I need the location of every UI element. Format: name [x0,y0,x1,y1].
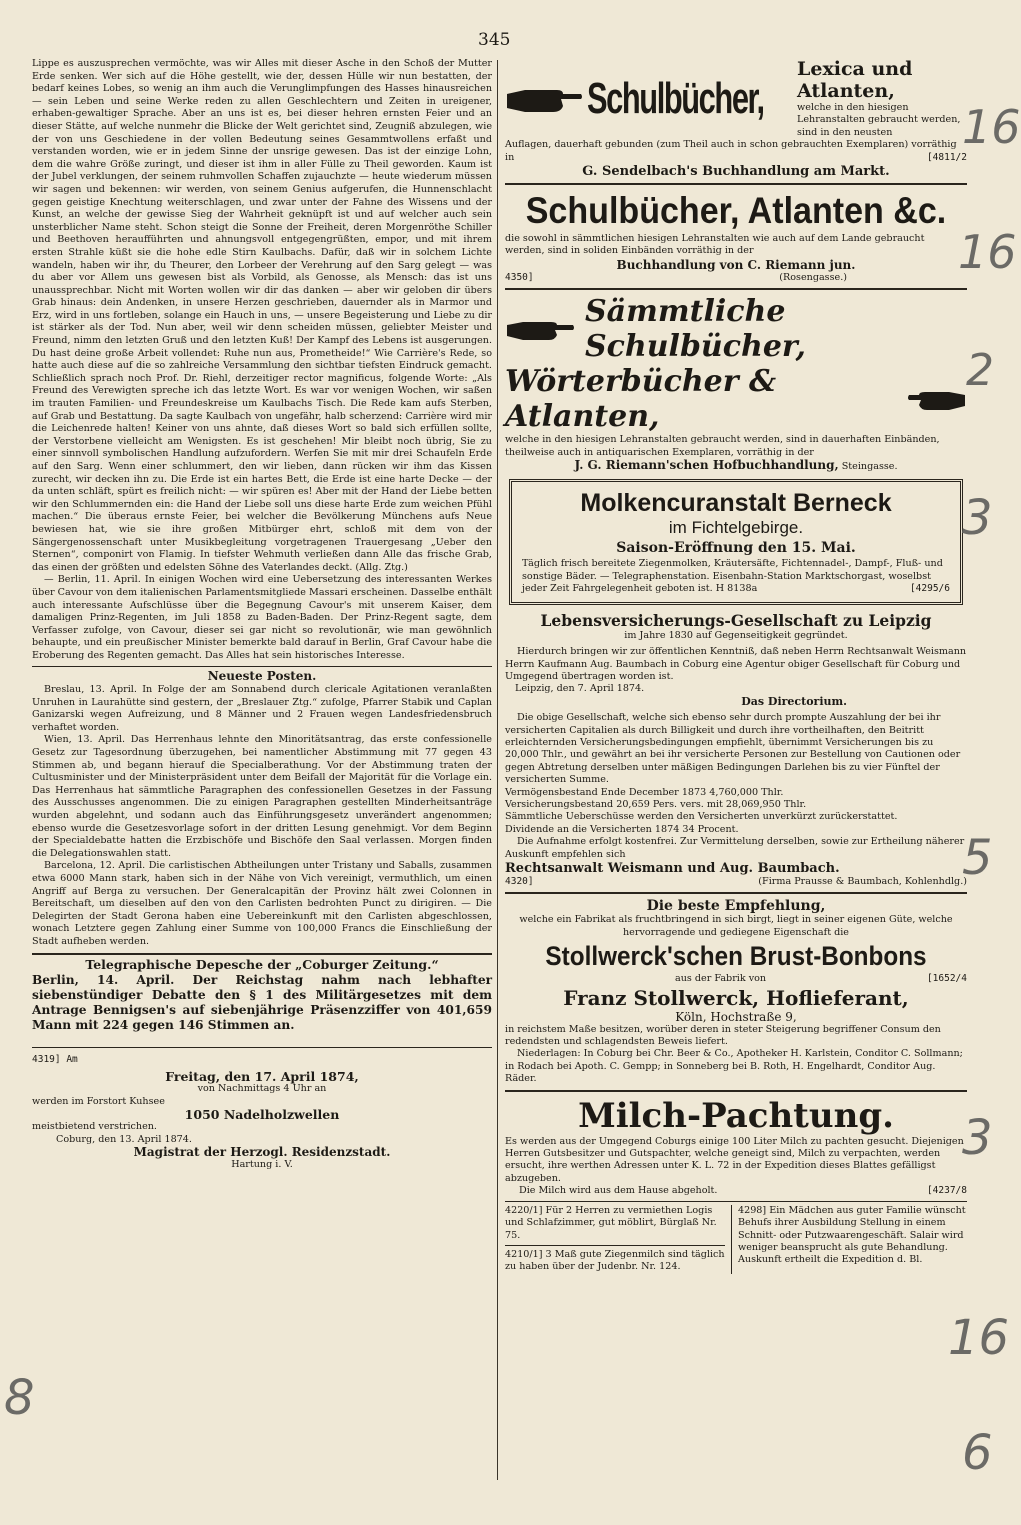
ad-headline: Die beste Empfehlung, [646,898,826,915]
small-ad: 4210/1] 3 Maß gute Ziegenmilch sind täglich zu haben über der Judenbr. Nr. 124. [505,1248,725,1273]
handwritten-mark: 5 [962,830,993,886]
ad-lebensversicherung [505,611,967,889]
ad-text: Es werden aus der Umgegend Coburgs einige 100 Liter Milch zu pachten gesucht. Diejenigen Herren Gutsbesitzer und Gutspachter, welche geneigt sind, Milch zu verpachten, werden ersucht, ihre werthen Adressen unter K. L. 72 in der Expedition dieses Blattes gefälligst abzugeben. [505,1135,964,1184]
news-item: Breslau, 13. April. In Folge der am Sonnabend durch clericale Agitationen veranlaßten Unruhen in Laurahütte sind gestern, der „Breslauer Ztg.“ zufolge, Pfarrer Stabik und Caplan Ganizarski wegen Aufreizung, und 8 Männer und 2 Frauen wegen Landesfriedensbruch verhaftet worden. [32,684,492,733]
ad-big-title: Wörterbücher & Atlanten, [505,364,777,435]
handwritten-mark: 8 [4,1370,35,1426]
ad-text: welche in den hiesigen Lehranstalten gebraucht werden, sind in dauerhaften Einbänden, theilweise auch in antiquarischen Exemplaren, vorräthig in der [505,434,940,458]
pointing-hand-icon [907,386,967,412]
ad-code: [4237/8 [926,1185,967,1197]
handwritten-mark: 16 [958,225,1017,279]
auction-notice [32,1054,492,1171]
auction-item: 1050 Nadelholzwellen [184,1106,340,1122]
ad-text: welche in den hiesigen Lehranstalten gebraucht werden, sind in den neusten [797,102,961,138]
ad-seller: G. Sendelbach's Buchhandlung am Markt. [582,164,890,180]
ad-depots: Niederlagen: In Coburg bei Chr. Beer & Co., Apotheker H. Karlstein, Conditor C. Sollmann; in Rodach bei Apoth. C. Gempp; in Sonneberg bei B. Roth, H. Engelhardt, Conditor Aug. Räder. [505,1048,963,1085]
divider [505,1201,967,1202]
ad-big-title: Stollwerck'schen Brust-Bonbons [545,941,927,972]
ad-text: Die Aufnahme erfolgt kostenfrei. Zur Vermittelung derselben, sowie zur Ertheilung näherer Auskunft empfehlen sich [505,836,965,860]
divider [505,892,967,894]
ad-big-title: Milch-Pachtung. [578,1095,894,1136]
ad-subtitle: im Fichtelgebirge. [668,518,804,538]
ad-seller: Buchhandlung von C. Riemann jun. [616,257,856,272]
ad-code: [4295/6 [909,583,950,595]
auction-date: Freitag, den 17. April 1874, [165,1068,359,1084]
ad-location: Steingasse. [841,461,898,473]
ad-line: Versicherungsbestand 20,659 Pers. vers. mit 28,069,950 Thlr. [505,798,807,810]
handwritten-mark: 6 [962,1425,993,1481]
auction-authority: Magistrat der Herzogl. Residenzstadt. [133,1145,391,1160]
ad-line: Sämmtliche Ueberschüsse werden den Versicherten unverkürzt zurückerstattet. [505,811,898,823]
left-column [32,58,492,1172]
ad-big-title: Schulbücher, [587,73,764,123]
right-column [505,58,967,1274]
ad-code: 4320] [505,876,534,887]
ad-big-title: Lebensversicherungs-Gesellschaft zu Leipzig [540,610,932,630]
ad-sign: Das Directorium. [741,694,847,708]
ad-line: Vermögensbestand Ende December 1873 4,760,000 Thlr. [505,786,784,798]
ad-opening: Saison-Eröffnung den 15. Mai. [616,540,856,557]
ad-big-title: Sämmtliche Schulbücher, [585,294,806,365]
ad-schulbuecher-hofbuchhandlung [505,294,967,473]
ad-milch-pachtung [505,1096,967,1198]
ad-stollwerck [505,898,967,1085]
article-paragraph: — Berlin, 11. April. In einigen Wochen wird eine Uebersetzung des interessanten Werkes über Cavour von dem italienischen Parlamentsmitgliede Massari erscheinen. Dasselbe enthält auch interessante Aufschlüsse über die Begegnung Cavour's mit unserem Kaiser, dem damaligen Prinz-Regenten, im Juli 1858 zu Baden-Baden. Der Prinz-Regent sagte, dem Verfasser zufolge, von Cavour, dieser sei gar nicht so revolutionär, wie man gewöhnlich behaupte, und ein preußischer Minister bemerkte bald darauf in Berlin, Graf Cavour habe die Eroberung des Regenten gemacht. Das Alles hat sein historisches Interesse. [32,574,492,661]
divider [32,666,492,667]
small-ad: 4220/1] Für 2 Herren zu vermiethen Logis und Schlafzimmer, gut möblirt, Bürglaß Nr. 75. [505,1204,717,1241]
handwritten-mark: 3 [962,1110,993,1166]
ad-location: (Rosengasse.) [779,271,847,283]
ad-text: aus der Fabrik von [675,973,767,985]
divider [32,1047,492,1048]
ad-text: Hierdurch bringen wir zur öffentlichen Kenntniß, daß neben Herrn Rechtsanwalt Weismann Herrn Kaufmann Aug. Baumbach in Coburg eine Agentur obiger Gesellschaft für Coburg und Umgegend übertragen worden ist. [505,646,967,682]
divider [505,1090,967,1092]
handwritten-mark: 16 [962,100,1021,154]
small-ad: 4298] Ein Mädchen aus guter Familie wünscht Behufs ihrer Ausbildung Stellung in einem Schnitt- oder Putzwaarengeschäft. Salair wird weniger beansprucht als gute Behandlung. Auskunft ertheilt die Expedition d. Bl. [738,1204,966,1266]
auction-code: 4319] Am [32,1054,78,1066]
ad-dateline: Leipzig, den 7. April 1874. [515,683,645,695]
article-paragraph: Lippe es auszusprechen vermöchte, was wir Alles mit dieser Asche in den Schoß der Mutter Erde senken. Wer sich auf die Höhe gestellt, wie der, dessen Hülle wir nun bestatten, der bedarf keines Lobes, so wenig an ihm auch die Verunglimpfungen des Hasses hinausreichen — sein Leben und seine Werke reden zu allen Geschlechtern und Zeiten in ureigener, erhaben-gewaltiger Sprache. Aber an uns ist es, bei dieser hehren ernsten Feier und an dieser Stätte, auf welche nunmehr die Blicke der Welt gerichtet sind, Zeugniß abzulegen, wie der von uns Geschiedene in der vollen Bedeutung seines Gesammtwollens erfaßt und verstanden worden, wie er in jedem Sinne der unsrige gewesen. Das ist der einzige Lohn, dem die wahre Größe zuringt, und dieser ist ihm in aller Fülle zu Theil geworden. Kaum ist der Jubel verklungen, der seinem ruhmvollen Schaffen zujauchzte — heute wiederum müssen wir sagen und bekennen: wir werden, von seinem Genius aufgerufen, die Hunnenschlacht gegen geistige Knechtung weiterschlagen, und zwar unter der Fahne des Wissens und der Kunst, an welche der gewisse Sieg der Wahrheit geknüpft ist und auf welcher auch sein unsterblicher Name steht. Schon steigt die Sonne der Freiheit, deren Morgenröthe Schiller und Beethoven heraufführten und ahnungsvoll entgegengrüßten, empor, und mit ihrem ersten Strahle küßt sie die hohe edle Stirn Kaulbachs. Dafür, daß wir in solchem Lichte wandeln, haben wir ihr, du Theurer, den Lorbeer der Verehrung auf den Sarg gelegt — was du aber vor Allem uns gewesen bist als Vorbild, als Genosse, als Mensch: das ist uns unaussprechbar. Nicht mit Worten wollen wir dir das danken — aber wir geloben dir übers Grab hinaus: dein Andenken, in unsere Herzen geschrieben, dauernder als in Marmor und Erz, wird in uns fortleben, solange ein Hauch in uns, — unsere Begeisterung und Liebe zu dir ist stärker als der Tod. Nun aber, weil wir denn scheiden müssen, geliebter Meister und Freund, nimm den letzten Gruß und den letzten Kuß! Der Kampf des Lebens ist ausgerungen. Du hast deine große Arbeit vollendet: Ruhe nun aus, Prometheide!“ Wie Carrière's Rede, so hatte auch diese auf die so zahlreiche Versammlung den sichtbar tiefsten Eindruck gemacht. Schließlich sprach noch Prof. Dr. Riehl, derzeitiger rector magnificus, folgende Worte: „Als Freund des Verewigten spreche ich das letzte Wort. Es war vor wenigen Wochen, wir saßen im trauten Familien- und Freundeskreise um Kaulbachs Tisch. Die Rede kam aufs Sterben, auf Grab und Bestattung. Da sagte Kaulbach von ungefähr, halb scherzend: Carrière wird mir die Leichenrede halten! Keiner von uns ahnte, daß dieses Wort so bald sich erfüllen sollte, der Verstorbene vielleicht am Wenigsten. Es ist geschehen! Mir bleibt noch übrig, Sie zu einer sinnvoll symbolischen Handlung aufzufordern. Werfen Sie mit mir drei Schaufeln Erde auf den Sarg. Wenn einer schlummert, den wir lieben, dann rücken wir ihm das Kissen zurecht, wir decken ihn zu. Die Erde ist ein hartes Bett, die Erde ist eine harte Decke — der da unten schläft, spürt es freilich nicht: — wir spüren es! Aber mit der Hand der Liebe betten wir den Schlummernden ein: die Hand der Liebe soll uns diese harte Erde zum weichen Pfühl machen.“ Die überaus ernste Feier, bei welcher die Bevölkerung Münchens aufs Neue bewiesen hat, wie sie ihre großen Mitbürger ehrt, schloß mit dem von der Sängergenossenschaft unter Musikbegleitung vorgetragenen Trauergesang „Ueber den Sternen“, componirt von Flamig. In tiefster Wehmuth verließen dann Alle das frische Grab, das einen der größten und edelsten Söhne des Vaterlandes deckt. (Allg. Ztg.) [32,58,492,573]
ad-text: Auflagen, dauerhaft gebunden (zum Theil auch in schon gebrauchten Exemplaren) vorräthig in [505,139,957,163]
news-title: Neueste Posten. [207,668,317,683]
ad-maker: Franz Stollwerck, Hoflieferant, [563,985,909,1010]
auction-dateline: Coburg, den 13. April 1874. [56,1133,192,1145]
divider [32,953,492,955]
ad-note: Die Milch wird aus dem Hause abgeholt. [519,1185,718,1197]
ad-seller: J. G. Riemann'schen Hofbuchhandlung, [574,458,839,473]
telegram-title: Telegraphische Depesche der „Coburger Zeitung.“ [85,956,439,972]
ad-line: Dividende an die Versicherten 1874 34 Procent. [505,823,739,835]
small-ads [505,1205,967,1274]
divider [505,183,967,185]
ad-code: [4811/2 [926,151,967,163]
ad-founded: im Jahre 1830 auf Gegenseitigkeit gegründet. [624,629,848,641]
ad-schulbuecher-riemann-jun [505,189,967,284]
ad-code: 4350] [505,271,534,283]
ad-subtitle: Lexica und Atlanten, [797,58,913,102]
ad-big-title: Molkencuranstalt Berneck [580,489,892,518]
ad-text: Die obige Gesellschaft, welche sich ebenso sehr durch prompte Auszahlung der bei ihr versicherten Capitalien als durch Billigkeit und durch ihre vortheilhaften, den Beitritt erleichternden Versicherungsbedingungen empfiehlt, übernimmt Versicherungen bis zu 20,000 Thlr., und gewährt an bei ihr versicherte Personen zur Bestellung von Cautionen oder gegen Abtretung derselben unter mäßigen Bedingungen Darlehen bis zu vier Fünftel der versicherten Summe. [505,712,961,786]
handwritten-mark: 3 [962,490,993,546]
ad-molkencuranstalt [509,479,963,604]
ad-text: die sowohl in sämmtlichen hiesigen Lehranstalten wie auch auf dem Lande gebraucht werden, sind in soliden Einbänden vorräthig in der [505,233,925,257]
ad-firm: (Firma Prausse & Baumbach, Kohlenhdlg.) [758,876,967,887]
telegram-text: Berlin, 14. April. Der Reichstag nahm nach lebhafter siebenstündiger Debatte den § 1 des Militärgesetzes mit dem Antrage Bennigsen's auf siebenjährige Präsenzziffer von 401,659 Mann mit 224 gegen 146 Stimmen an. [32,973,492,1033]
divider [505,288,967,290]
ad-big-title: Schulbücher, Atlanten &c. [525,190,947,232]
divider [505,1245,725,1246]
ad-schulbuecher-sendelbach [505,58,967,179]
handwritten-mark: 16 [948,1310,1010,1366]
news-item: Barcelona, 12. April. Die carlistischen Abtheilungen unter Tristany und Saballs, zusammen etwa 6000 Mann stark, haben sich in der Nähe von Vich vereinigt, vermuthlich, um einen Angriff auf Berga zu versuchen. Der Generalcapitän der Provinz hält zwei Colonnen in Bereitschaft, um dieselben auf den von den Carlisten bedrohten Punct zu dirigiren. — Die Delegirten der Stadt Gerona haben eine Uebereinkunft mit den Carlisten abgeschlossen, wonach Letztere gegen Zahlung einer Summe von 100,000 Francs die Einschließung der Stadt aufheben werden. [32,860,492,947]
news-item: Wien, 13. April. Das Herrenhaus lehnte den Minoritätsantrag, das erste confessionelle Gesetz zur Tagesordnung überzugehen, bei namentlicher Abstimmung mit 77 gegen 43 Stimmen ab, und begann hierauf die Specialberathung. Vor der Abstimmung traten der Cultusminister und der Ministerpräsident unter dem Beifall der Majorität für die Vorlage ein. Das Herrenhaus hat sämmtliche Paragraphen des confessionellen Gesetzes in der Fassung des Ausschusses angenommen. Die zu einigen Paragraphen gestellten Minderheitsanträge wurden abgelehnt, und sodann auch das Einführungsgesetz unverändert angenommen; ebenso wurde die Gesetzesvorlage sofort in der dritten Lesung genehmigt. Vor dem Beginn der Specialdebatte hatten die Erzbischöfe und Bischöfe den Saal verlassen. Morgen finden die Delegationswahlen statt. [32,734,492,859]
pointing-hand-icon [505,82,583,116]
auction-place: werden im Forstort Kuhsee [32,1095,165,1107]
ad-text: Täglich frisch bereitete Ziegenmolken, Kräutersäfte, Fichtennadel-, Dampf-, Fluß- und sonstige Bäder. — Telegraphenstation. Eisenbahn-Station Marktschorgast, woselbst jeder Zeit Fahrgelegenheit geboten ist. H 8138a [522,558,943,595]
pointing-hand-icon [505,316,575,342]
ad-text: welche ein Fabrikat als fruchtbringend in sich birgt, liegt in seiner eigenen Güte, welche hervorragende und gediegene Eigenschaft die [519,914,953,938]
ad-text: in reichstem Maße besitzen, worüber deren in steter Steigerung begriffener Consum den redendsten und schlagendsten Beweis liefert. [505,1023,941,1048]
auction-verb: meistbietend verstrichen. [32,1121,157,1133]
page-number: 345 [478,30,511,50]
handwritten-mark: 2 [966,345,994,396]
auction-time: von Nachmittags 4 Uhr an [197,1083,327,1095]
ad-agents: Rechtsanwalt Weismann und Aug. Baumbach. [505,861,840,876]
ad-address: Köln, Hochstraße 9, [675,1009,797,1024]
auction-sign: Hartung i. V. [231,1158,293,1170]
ad-code: [1652/4 [926,973,967,985]
column-divider [497,60,498,1480]
